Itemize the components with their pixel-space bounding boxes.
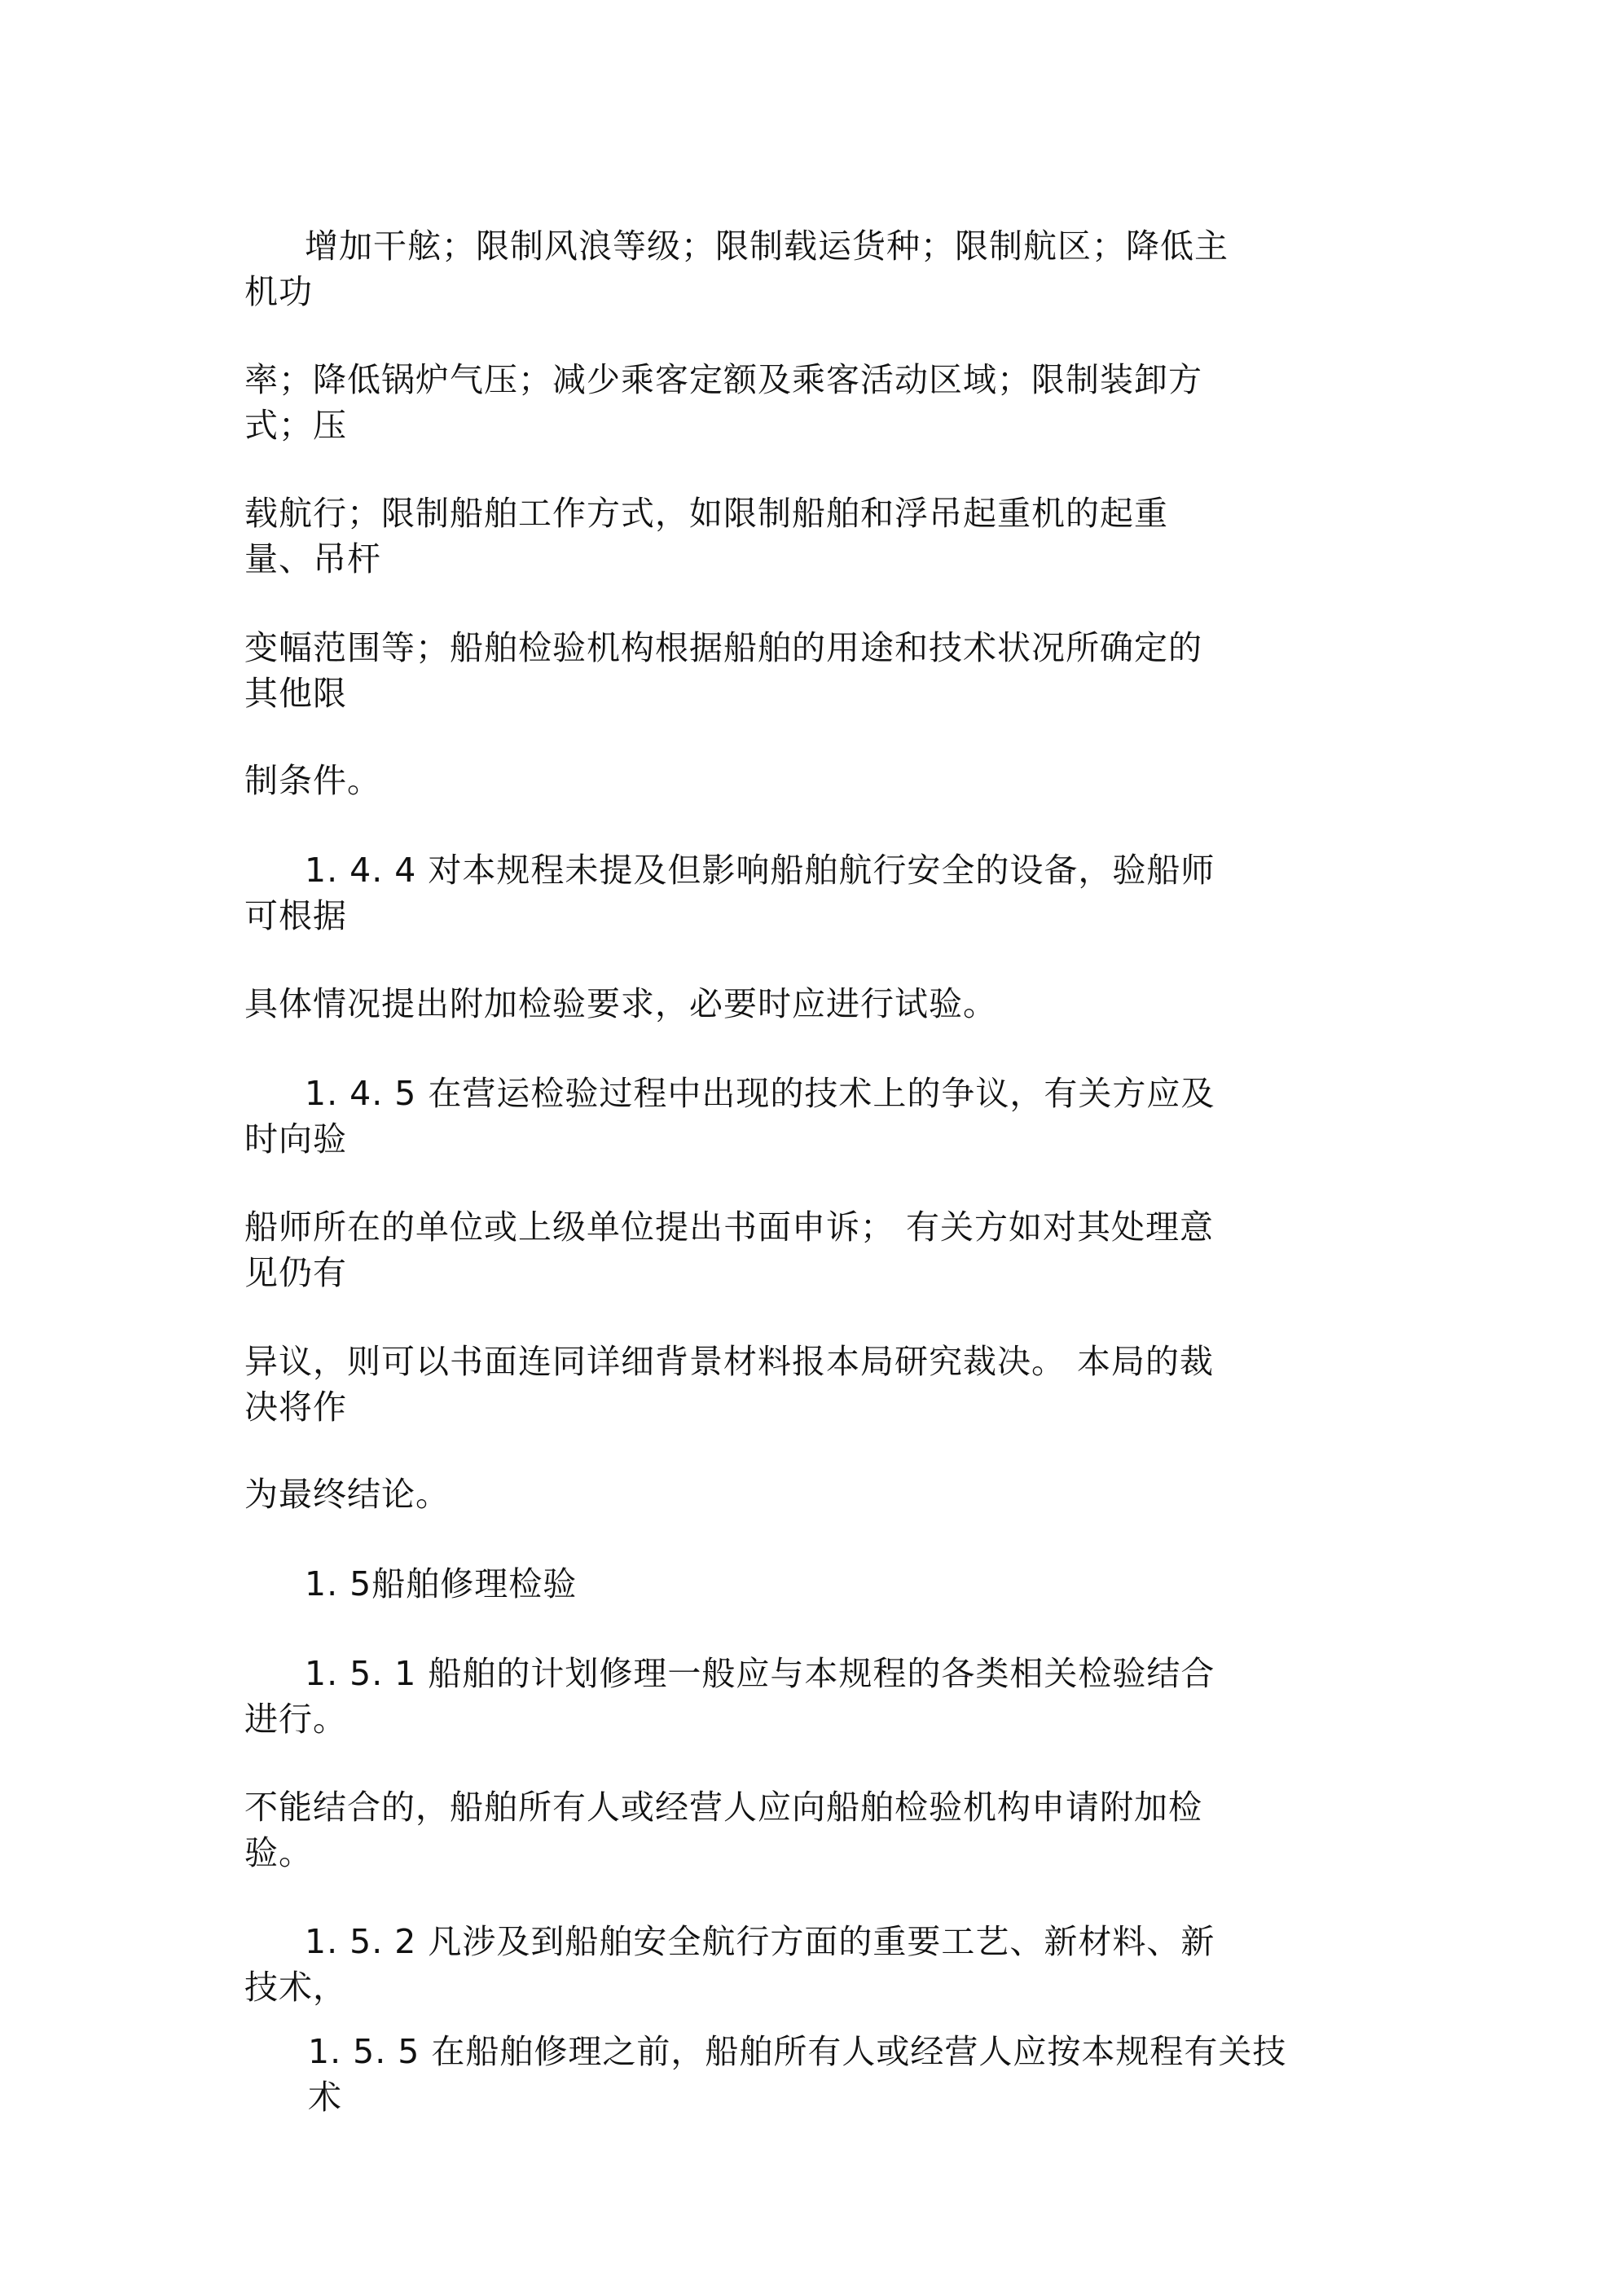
paragraph-3 [244, 490, 1352, 582]
text-line: 异议，则可以书面连同详细背景材料报本局研究裁决。 本局的裁 [244, 1342, 1215, 1381]
text-line: 具体情况提出附加检验要求，必要时应进行试验。 [244, 984, 997, 1023]
text-line: 决将作 [244, 1388, 347, 1427]
text-line: 1. 5. 2 凡涉及到船舶安全航行方面的重要工艺、新材料、新 [305, 1922, 1215, 1961]
section-heading-1-5 [244, 1561, 1352, 1607]
text-line: 制条件。 [244, 761, 381, 800]
text-line: 1. 5. 5 在船舶修理之前，船舶所有人或经营人应按本规程有关技 [308, 2032, 1287, 2071]
text-line: 为最终结论。 [244, 1475, 450, 1514]
paragraph-11 [244, 1471, 1352, 1517]
text-line: 技术， [244, 1968, 347, 2007]
text-line: 时向验 [244, 1119, 347, 1159]
paragraph-4 [244, 625, 1352, 716]
paragraph-7 [244, 981, 1352, 1027]
text-line: 增加干舷；限制风浪等级；限制载运货种；限制航区；降低主 [305, 227, 1229, 266]
text-line: 不能结合的，船舶所有人或经营人应向船舶检验机构申请附加检 [244, 1788, 1202, 1827]
paragraph-13 [244, 1651, 1352, 1742]
text-line: 可根据 [244, 896, 347, 935]
paragraph-5 [244, 758, 1352, 803]
paragraph-9 [244, 1204, 1352, 1295]
paragraph-1 [244, 223, 1352, 314]
text-line: 1. 4. 5 在营运检验过程中出现的技术上的争议，有关方应及 [305, 1074, 1215, 1113]
text-line: 船师所在的单位或上级单位提出书面申诉； 有关方如对其处理意 [244, 1207, 1215, 1247]
text-line: 1. 4. 4 对本规程未提及但影响船舶航行安全的设备，验船师 [305, 851, 1215, 890]
text-line: 机功 [244, 272, 313, 311]
text-line: 其他限 [244, 674, 347, 713]
paragraph-8 [244, 1071, 1352, 1162]
text-line: 率；降低锅炉气压；减少乘客定额及乘客活动区域；限制装卸方 [244, 360, 1202, 399]
text-line: 1. 5. 1 船舶的计划修理一般应与本规程的各类相关检验结合 [305, 1654, 1215, 1693]
text-line: 见仍有 [244, 1253, 347, 1292]
text-line: 验。 [244, 1833, 313, 1872]
paragraph-10 [244, 1339, 1352, 1430]
text-line: 变幅范围等；船舶检验机构根据船舶的用途和技术状况所确定的 [244, 628, 1202, 667]
paragraph-15 [244, 1919, 1352, 2010]
paragraph-2 [244, 357, 1352, 448]
text-line: 进行。 [244, 1700, 347, 1739]
text-line: 术 [308, 2078, 342, 2117]
text-line: 载航行；限制船舶工作方式，如限制船舶和浮吊起重机的起重 [244, 494, 1168, 533]
paragraph-14 [244, 1784, 1352, 1876]
text-line: 量、吊杆 [244, 539, 381, 578]
text-line: 1. 5船舶修理检验 [305, 1564, 578, 1603]
paragraph-16 [248, 2029, 1356, 2120]
paragraph-6 [244, 847, 1352, 939]
text-line: 式；压 [244, 406, 347, 445]
